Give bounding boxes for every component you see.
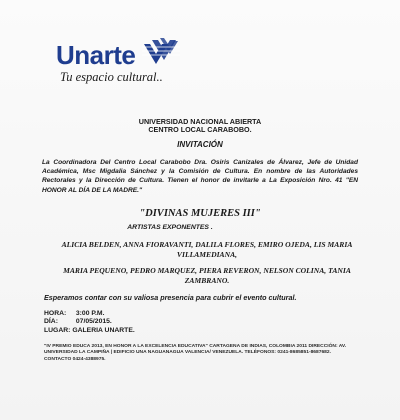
logo-word: Unarte [56, 40, 136, 70]
local-center: CENTRO LOCAL CARABOBO. [148, 125, 252, 134]
page-title: INVITACIÓN [177, 140, 223, 149]
date-label: DÍA: [44, 318, 58, 326]
logo-tagline: Tu espacio cultural.. [60, 70, 163, 84]
institution-name: UNIVERSIDAD NACIONAL ABIERTA [138, 117, 262, 126]
invitation-body: La Coordinadora Del Centro Local Carabobo Dra. Osiris Canizales de Álvarez, Jefe de Unidad Académica, Msc Migdalia Sánchez y la Comisión de Cultura. En nombre de las Autoridades Rectorales y la Dirección de Cultura. Tienen el honor de invitarle a La Exposición Nro. 41 "EN HONOR AL DÍA DE LA MADRE." [42, 159, 358, 194]
artists-list-1: ALICIA BELDEN, ANNA FIORAVANTI, DALILA FLORES, EMIRO OJEDA, LIS MARIA VILLAMEDIANA, [61, 240, 353, 259]
closing-message: Esperamos contar con su valiosa presencia para cubrir el evento cultural. [44, 293, 297, 302]
time-value: 3:00 P.M. [75, 310, 105, 317]
date-value: 07/05/2015. [75, 318, 112, 326]
date-row [44, 318, 244, 326]
place-row: LUGAR: GALERIA UNARTE. [44, 326, 135, 334]
unarte-mark-icon [142, 38, 180, 68]
artists-heading: ARTISTAS EXPONENTES . [127, 224, 213, 231]
footer-contact: "IV PREMIO EDUCA 2013, EN HONOR A LA EXCELENCIA EDUCATIVA" CARTAGENA DE INDIAS, COLOMBIA 2011 DIRECCIÓN: AV. UNIVERSIDAD LA CAMPIÑA | EDIFICIO UNA NAGUANAGUA VALENCIA/ VENEZUELA. TELÉFONOS: 0241-8685851-8687682. CONTACTO 0424-4388975. [44, 344, 347, 362]
event-title: "DIVINAS MUJERES III" [139, 208, 261, 219]
event-details [44, 310, 244, 335]
time-label: HORA: [44, 310, 67, 317]
artists-list-2: MARIA PEQUENO, PEDRO MARQUEZ, PIERA REVERON, NELSON COLINA, TANIA ZAMBRANO. [63, 266, 351, 285]
